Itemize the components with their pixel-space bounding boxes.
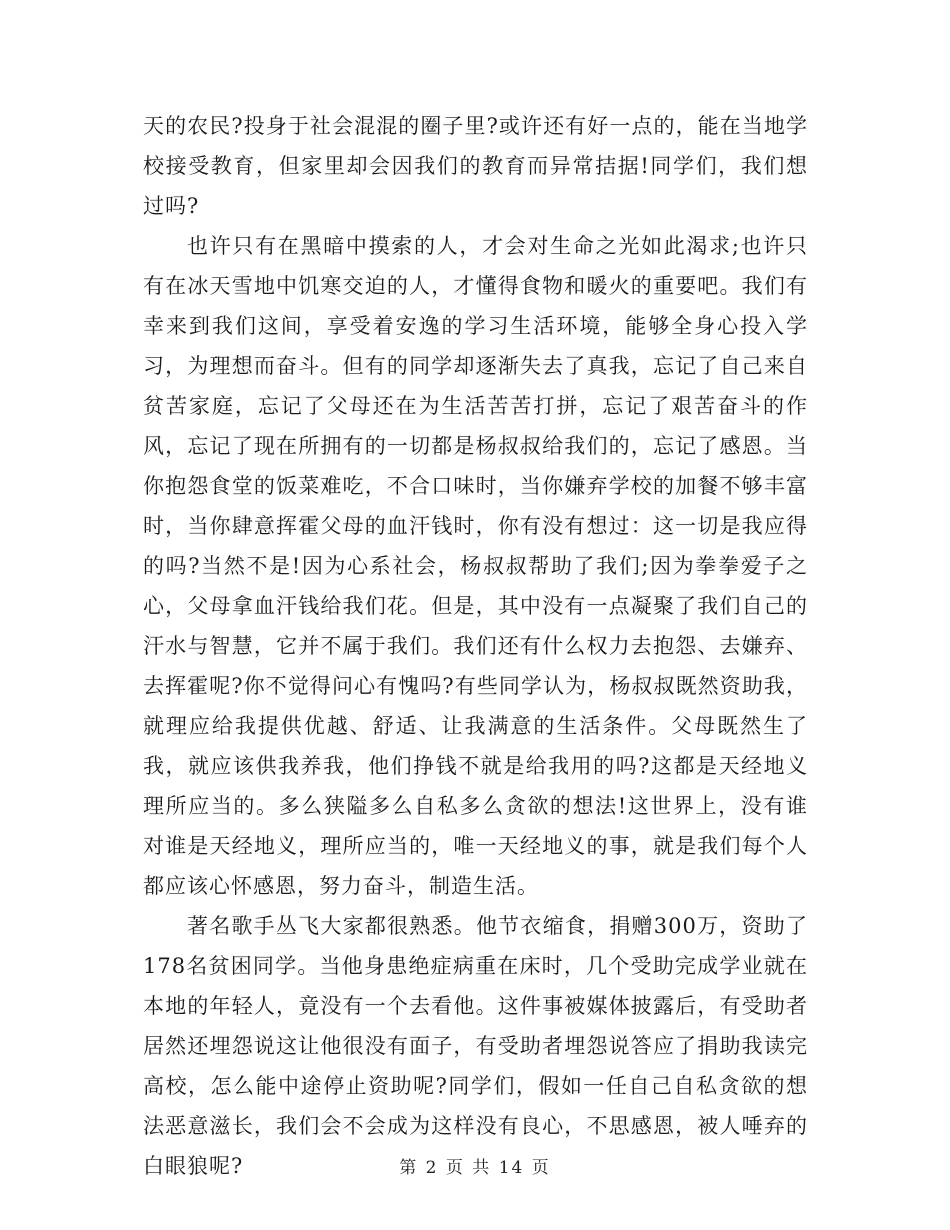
page-footer (0, 1153, 950, 1178)
document-body (143, 106, 808, 1186)
paragraph-gratitude: 也许只有在黑暗中摸索的人，才会对生命之光如此渴求;也许只有在冰天雪地中饥寒交迫的人，才懂得食物和暖火的重要吧。我们有幸来到我们这间，享受着安逸的学习生活环境，能够全身心投入学习，为理想而奋斗。但有的同学却逐渐失去了真我，忘记了自己来自贫苦家庭，忘记了父母还在为生活苦苦打拼，忘记了艰苦奋斗的作风，忘记了现在所拥有的一切都是杨叔叔给我们的，忘记了感恩。当你抱怨食堂的饭菜难吃，不合口味时，当你嫌弃学校的加餐不够丰富时，当你肆意挥霍父母的血汗钱时，你有没有想过：这一切是我应得的吗?当然不是!因为心系社会，杨叔叔帮助了我们;因为拳拳爱子之心，父母拿血汗钱给我们花。但是，其中没有一点凝聚了我们自己的汗水与智慧，它并不属于我们。我们还有什么权力去抱怨、去嫌弃、去挥霍呢?你不觉得问心有愧吗?有些同学认为，杨叔叔既然资助我，就理应给我提供优越、舒适、让我满意的生活条件。父母既然生了我，就应该供我养我，他们挣钱不就是给我用的吗?这都是天经地义理所应当的。多么狭隘多么自私多么贪欲的想法!这世界上，没有谁对谁是天经地义，理所应当的，唯一天经地义的事，就是我们每个人都应该心怀感恩，努力奋斗，制造生活。 (143, 234, 808, 898)
paragraph-congfei-story: 著名歌手丛飞大家都很熟悉。他节衣缩食，捐赠300万，资助了178名贫困同学。当他身患绝症病重在床时，几个受助完成学业就在本地的年轻人，竟没有一个去看他。这件事被媒体披露后，有受助者居然还埋怨说这让他很没有面子，有受助者埋怨说答应了捐助我读完高校，怎么能中途停止资助呢?同学们，假如一任自己自私贪欲的想法恶意滋长，我们会不会成为这样没有良心，不思感恩，被人唾弃的白眼狼呢? (143, 914, 808, 1178)
paragraph-continuation: 天的农民?投身于社会混混的圈子里?或许还有好一点的，能在当地学校接受教育，但家里却会因我们的教育而异常拮据!同学们，我们想过吗? (143, 114, 808, 218)
page-number-label: 第 2 页 共 14 页 (399, 1158, 551, 1178)
